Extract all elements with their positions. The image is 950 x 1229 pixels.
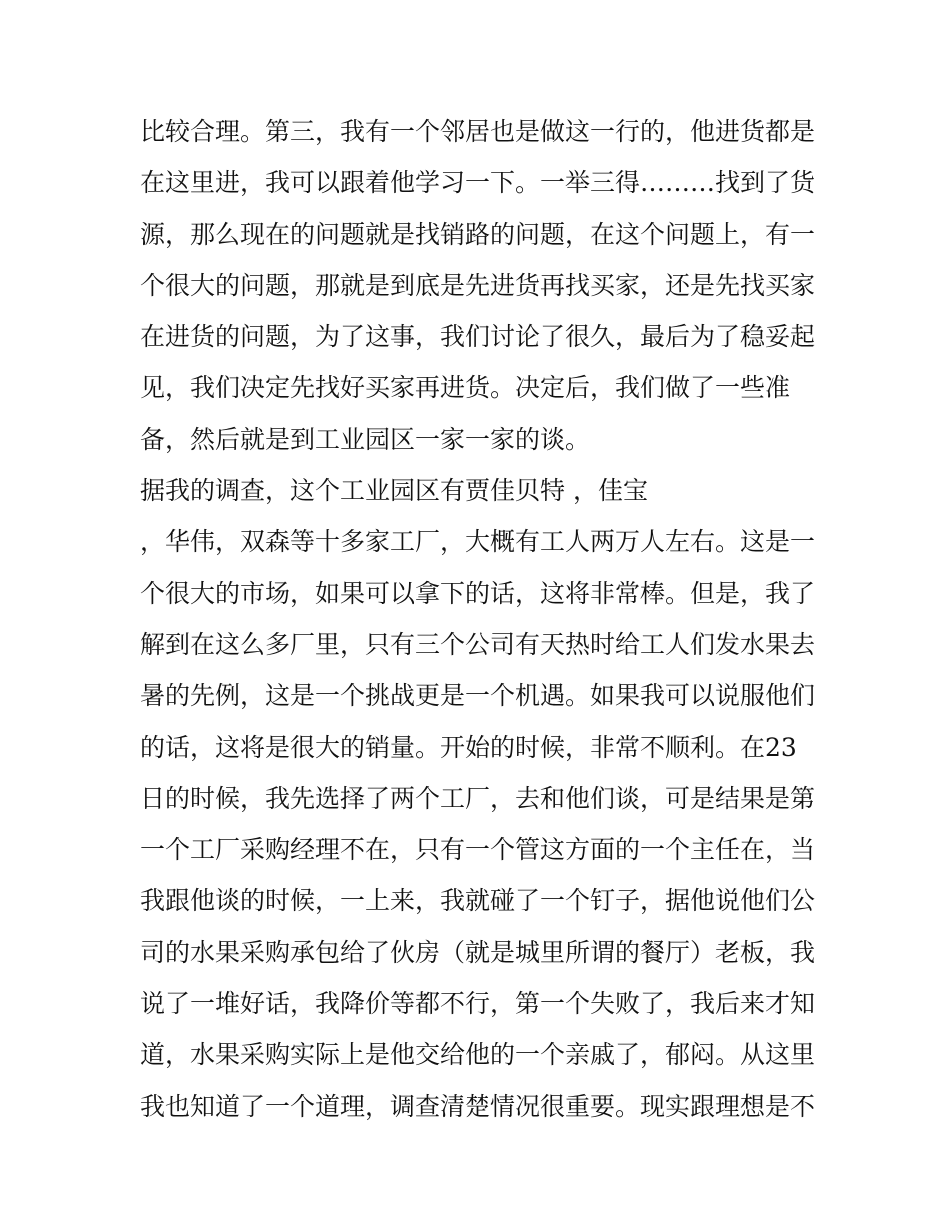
text-line: 我跟他谈的时候，一上来，我就碰了一个钉子，据他说他们公 [140,886,816,916]
text-line: 一个工厂采购经理不在，只有一个管这方面的一个主任在，当 [140,835,816,865]
text-line: 个很大的市场，如果可以拿下的话，这将非常棒。但是，我了 [140,578,816,608]
text-line: 道，水果采购实际上是他交给他的一个亲戚了，郁闷。从这里 [140,1040,816,1070]
text-line: 源，那么现在的问题就是找销路的问题，在这个问题上，有一 [140,219,816,249]
text-line: 司的水果采购承包给了伙房（就是城里所谓的餐厅）老板，我 [140,937,816,967]
text-line: 备，然后就是到工业园区一家一家的谈。 [140,424,591,454]
text-line: 个很大的问题，那就是到底是先进货再找买家，还是先找买家 [140,270,816,300]
text-line: ，华伟，双森等十多家工厂，大概有工人两万人左右。这是一 [140,527,816,557]
body-text [140,106,820,1132]
text-line: 据我的调查，这个工业园区有贾佳贝特 ，佳宝 [140,476,648,506]
text-line: 解到在这么多厂里，只有三个公司有天热时给工人们发水果去 [140,629,816,659]
text-line: 暑的先例，这是一个挑战更是一个机遇。如果我可以说服他们 [140,681,816,711]
text-line: 说了一堆好话，我降价等都不行，第一个失败了，我后来才知 [140,989,816,1019]
text-line: 在进货的问题，为了这事，我们讨论了很久，最后为了稳妥起 [140,322,816,352]
text-line: 我也知道了一个道理，调查清楚情况很重要。现实跟理想是不 [140,1091,816,1121]
text-line: 比较合理。第三，我有一个邻居也是做这一行的，他进货都是 [140,117,816,146]
text-line: 见，我们决定先找好买家再进货。决定后，我们做了一些准 [140,373,791,403]
text-line: 的话，这将是很大的销量。开始的时候，非常不顺利。在23 [140,732,797,762]
text-line: 日的时候，我先选择了两个工厂，去和他们谈，可是结果是第 [140,783,816,813]
text-line: 在这里进，我可以跟着他学习一下。一举三得………找到了货 [140,168,816,198]
